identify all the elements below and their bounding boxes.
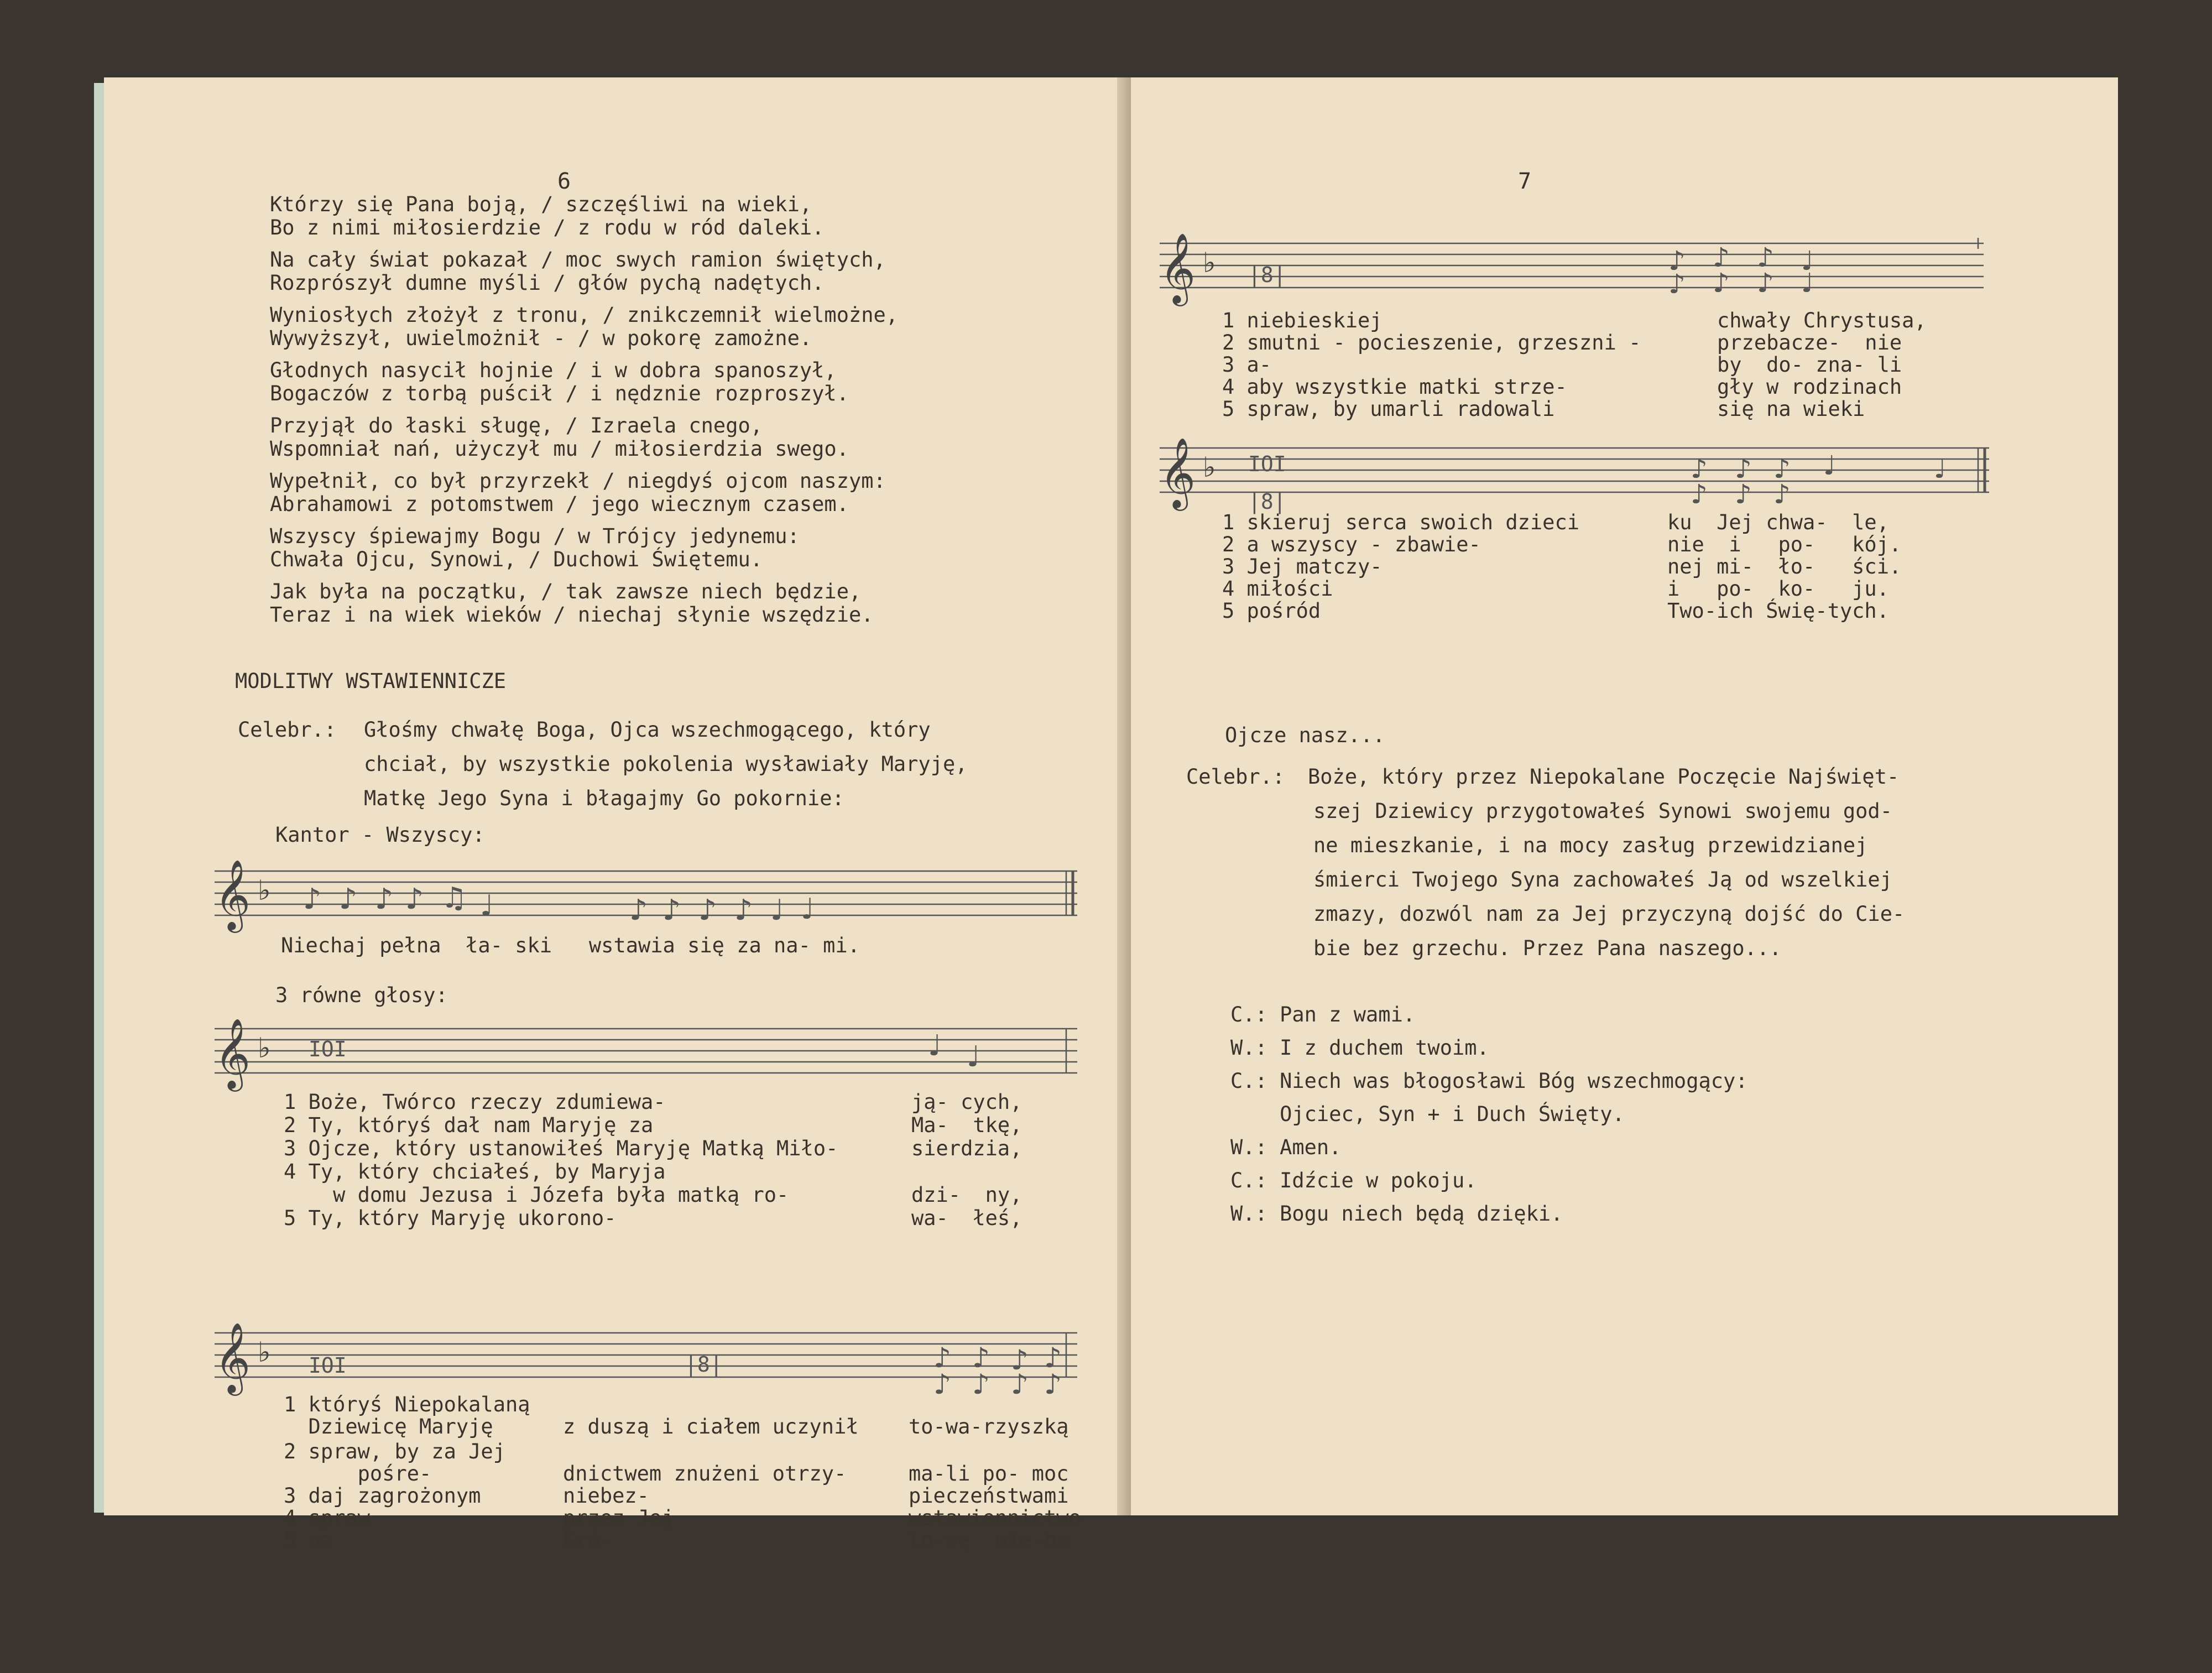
stanza-syllables: się na wieki <box>1717 397 1865 421</box>
svg-text:♪: ♪ <box>698 894 717 927</box>
svg-text:♭: ♭ <box>1203 451 1216 483</box>
svg-text:♪: ♪ <box>1044 1368 1062 1400</box>
section-heading: MODLITWY WSTAWIENNICZE <box>235 669 507 693</box>
stanza-line: 3 Ojcze, który ustanowiłeś Maryję Matką Miło- <box>284 1137 838 1160</box>
verse-line: Bo z nimi miłosierdzie / z rodu w ród daleki. <box>270 216 825 239</box>
verse-line: Rozprószył dumne myśli / głów pychą nadętych. <box>270 271 825 295</box>
svg-text:♩: ♩ <box>1801 246 1814 277</box>
verse-line: Głodnych nasycił hojnie / i w dobra spanoszył, <box>270 358 837 382</box>
stanza-line: w domu Jezusa i Józefa była matką ro- <box>284 1183 789 1207</box>
stanza-line: 1 Boże, Twórco rzeczy zdumiewa- <box>284 1090 666 1114</box>
stanza-line: 2 a wszyscy - zbawie- <box>1222 533 1481 556</box>
stanza-line: 4 Ty, który chciałeś, by Maryja <box>284 1160 666 1184</box>
svg-text:♪: ♪ <box>1044 1342 1062 1374</box>
svg-text:♩: ♩ <box>1934 454 1947 484</box>
svg-text:♩: ♩ <box>1823 450 1836 481</box>
celebr-line: ne mieszkanie, i na mocy zasług przewidzianej <box>1313 833 1868 857</box>
closing-line: W.: I z duchem twoim. <box>1230 1036 1489 1060</box>
svg-text:♪: ♪ <box>1773 454 1791 484</box>
svg-text:♪: ♪ <box>1011 1368 1029 1400</box>
verse-line: Chwała Ojcu, Synowi, / Duchowi Świętemu. <box>270 548 763 571</box>
verse-line: Wyniosłych złożył z tronu, / znikczemnił wielmożne, <box>270 303 899 327</box>
celebr-label-left: Celebr.: <box>238 718 337 742</box>
stanza-syllables: ma-li po- moc <box>909 1462 1069 1486</box>
verse-line: Wypełnił, co był przyrzekł / niegdyś ojcom naszym: <box>270 469 886 493</box>
stanza-line: 3 daj zagrożonym <box>284 1484 481 1508</box>
stanza-syllables: dzi- ny, <box>911 1183 1022 1207</box>
celebr-line: zmazy, dozwól nam za Jej przyczyną dojść do Cie- <box>1313 902 1905 926</box>
verse-line: Wywyższył, uwielmożnił - / w pokorę zamożne. <box>270 326 812 350</box>
svg-text:♭: ♭ <box>258 1032 271 1064</box>
svg-text:♪: ♪ <box>1691 479 1708 510</box>
celebr-line: Głośmy chwałę Boga, Ojca wszechmogącego, który <box>364 718 931 742</box>
svg-text:𝄞: 𝄞 <box>215 1018 251 1088</box>
svg-text:♩: ♩ <box>1801 268 1814 299</box>
verse-line: Przyjął do łaski sługę, / Izraela cnego, <box>270 414 763 437</box>
right-page <box>1131 77 2118 1515</box>
celebr-line: bie bez grzechu. Przez Pana naszego... <box>1313 936 1782 960</box>
refrain-lyrics: Niechaj pełna ła- ski wstawia się za na- mi. <box>281 934 860 957</box>
verse-line: Bogaczów z torbą puścił / i nędznie rozproszył. <box>270 382 849 405</box>
closing-line: W.: Bogu niech będą dzięki. <box>1230 1202 1563 1226</box>
svg-text:♪: ♪ <box>662 894 681 927</box>
svg-text:♪: ♪ <box>1713 242 1730 273</box>
svg-text:♪: ♪ <box>1668 246 1686 277</box>
svg-text:IOI: IOI <box>1248 452 1286 476</box>
closing-line: C.: Pan z wami. <box>1230 1003 1416 1026</box>
svg-text:♪: ♪ <box>1668 269 1686 300</box>
left-page <box>104 77 1134 1552</box>
svg-text:𝄞: 𝄞 <box>215 859 251 930</box>
stanza-line: 2 spraw, by za Jej <box>284 1440 505 1463</box>
svg-text:♫: ♫ <box>441 882 467 915</box>
svg-text:♭: ♭ <box>258 1336 271 1368</box>
stanza-syllables: pieczeństwami <box>909 1484 1069 1508</box>
music-staff-stanza-2 <box>215 1316 1077 1399</box>
stanza-line: 4 miłości <box>1222 577 1333 601</box>
stanza-syllables: wa- łeś, <box>911 1206 1022 1230</box>
stanza-syllables: nej mi- ło- ści. <box>1667 555 1902 578</box>
stanza-line: 2 smutni - pocieszenie, grzeszni - <box>1222 331 1641 355</box>
stanza-line: dnictwem znużeni otrzy- <box>563 1462 847 1486</box>
stanza-line: przez Jej <box>563 1506 674 1530</box>
stanza-line: Kró- <box>563 1528 613 1552</box>
svg-text:♪: ♪ <box>933 1368 951 1400</box>
music-staff-refrain <box>215 859 1077 930</box>
svg-text:♪: ♪ <box>734 894 753 927</box>
svg-text:♪: ♪ <box>1735 454 1752 484</box>
stanza-line: 1 niebieskiej <box>1222 309 1383 332</box>
svg-text:♪: ♪ <box>1773 479 1791 510</box>
stanza-syllables: wstawiennictwo <box>909 1506 1081 1530</box>
celebr-label-right: Celebr.: <box>1186 765 1285 789</box>
stanza-line: z duszą i ciałem uczynił <box>563 1415 859 1439</box>
svg-text:♩: ♩ <box>928 1029 942 1062</box>
svg-text:♪: ♪ <box>1735 479 1752 510</box>
closing-line: Ojciec, Syn + i Duch Święty. <box>1230 1102 1625 1126</box>
music-staff-voices <box>215 1012 1077 1088</box>
music-staff-right-1 <box>1160 227 1989 304</box>
stanza-line: 4 spraw <box>284 1506 370 1530</box>
ojcze-nasz: Ojcze nasz... <box>1225 723 1385 747</box>
svg-text:♭: ♭ <box>258 874 271 906</box>
svg-text:|8|: |8| <box>685 1352 723 1377</box>
stanza-line: 1 któryś Niepokalaną <box>284 1393 530 1416</box>
kantor-label: Kantor - Wszyscy: <box>275 823 485 847</box>
svg-text:IOI: IOI <box>309 1037 347 1061</box>
stanza-line: pośre- <box>284 1462 432 1486</box>
svg-text:♪: ♪ <box>972 1368 990 1400</box>
svg-text:♪: ♪ <box>933 1342 951 1374</box>
svg-text:♪: ♪ <box>339 883 358 916</box>
stanza-line: 2 Ty, któryś dał nam Maryję za <box>284 1113 654 1137</box>
celebr-line: chciał, by wszystkie pokolenia wysławiały Maryję, <box>364 752 968 776</box>
svg-text:𝄞: 𝄞 <box>215 1322 251 1393</box>
svg-text:𝄞: 𝄞 <box>1160 232 1196 303</box>
verse-line: Teraz i na wiek wieków / niechaj słynie wszędzie. <box>270 603 874 627</box>
stanza-line: 4 aby wszystkie matki strze- <box>1222 375 1567 399</box>
svg-text:♩: ♩ <box>801 893 815 926</box>
stanza-syllables: sierdzia, <box>911 1137 1022 1160</box>
music-staff-right-2 <box>1160 431 1989 514</box>
stanza-syllables: lo-wę nie-ba <box>909 1528 1069 1552</box>
stanza-syllables: i po- ko- ju. <box>1667 577 1889 601</box>
stanza-syllables: nie i po- kój. <box>1667 533 1902 556</box>
stanza-line: 3 Jej matczy- <box>1222 555 1383 578</box>
page-number-right: 7 <box>1518 169 1532 194</box>
svg-text:|8|: |8| <box>1248 489 1286 514</box>
celebr-line: szej Dziewicy przygotowałeś Synowi swojemu god- <box>1313 799 1892 823</box>
verse-line: Wszyscy śpiewajmy Bogu / w Trójcy jedynemu: <box>270 524 800 548</box>
svg-text:𝄞: 𝄞 <box>1160 437 1196 508</box>
svg-text:♭: ♭ <box>1203 247 1216 279</box>
svg-text:♪: ♪ <box>1713 268 1730 299</box>
verse-line: Na cały świat pokazał / moc swych ramion świętych, <box>270 248 886 272</box>
stanza-syllables: chwały Chrystusa, <box>1717 309 1927 332</box>
stanza-line: niebez- <box>563 1484 649 1508</box>
svg-text:♪: ♪ <box>1757 268 1774 299</box>
svg-text:IOI: IOI <box>309 1353 347 1378</box>
stanza-syllables: Ma- tkę, <box>911 1113 1022 1137</box>
svg-text:♪: ♪ <box>1757 242 1774 273</box>
svg-text:|8|: |8| <box>1248 263 1286 287</box>
stanza-syllables: przebacze- nie <box>1717 331 1902 355</box>
svg-text:♪: ♪ <box>629 894 648 927</box>
stanza-syllables: to-wa-rzyszką <box>909 1415 1069 1439</box>
stanza-line: 5 spraw, by umarli radowali <box>1222 397 1555 421</box>
stanza-syllables: gły w rodzinach <box>1717 375 1902 399</box>
celebr-line: śmierci Twojego Syna zachowałeś Ją od wszelkiej <box>1313 868 1892 892</box>
svg-text:♪: ♪ <box>1011 1344 1029 1376</box>
verse-line: Wspomniał nań, użyczył mu / miłosierdzia swego. <box>270 437 849 461</box>
celebr-line: Matkę Jego Syna i błagajmy Go pokornie: <box>364 786 844 810</box>
celebr-line: Boże, który przez Niepokalane Poczęcie Najświęt- <box>1308 765 1900 789</box>
stanza-line: 3 a- <box>1222 353 1272 377</box>
svg-text:♩: ♩ <box>770 894 784 927</box>
svg-text:♪: ♪ <box>972 1342 990 1374</box>
svg-text:♪: ♪ <box>375 883 394 916</box>
page-number-left: 6 <box>557 169 571 194</box>
verse-line: Którzy się Pana boją, / szczęśliwi na wieki, <box>270 192 812 216</box>
stanza-line: 5 pośród <box>1222 599 1321 623</box>
stanza-syllables: ku Jej chwa- le, <box>1667 510 1889 534</box>
stanza-line: 5 na <box>284 1528 333 1552</box>
svg-text:♪: ♪ <box>1691 454 1708 484</box>
svg-text:♩: ♩ <box>967 1040 980 1073</box>
stanza-line: Dziewicę Maryję <box>284 1415 493 1439</box>
closing-line: C.: Niech was błogosławi Bóg wszechmogący: <box>1230 1069 1748 1093</box>
svg-text:♩: ♩ <box>480 889 494 923</box>
svg-text:♪: ♪ <box>303 883 322 916</box>
voices-label: 3 równe głosy: <box>275 983 448 1007</box>
verse-line: Abrahamowi z potomstwem / jego wiecznym czasem. <box>270 492 849 516</box>
closing-line: W.: Amen. <box>1230 1135 1342 1159</box>
stanza-line: 1 skieruj serca swoich dzieci <box>1222 510 1580 534</box>
verse-line: Jak była na początku, / tak zawsze niech będzie, <box>270 580 862 603</box>
stanza-syllables: by do- zna- li <box>1717 353 1902 377</box>
stanza-syllables: Two-ich Świę-tych. <box>1667 599 1889 623</box>
closing-line: C.: Idźcie w pokoju. <box>1230 1169 1477 1192</box>
svg-text:♪: ♪ <box>405 883 424 916</box>
stanza-syllables: ją- cych, <box>911 1090 1022 1114</box>
stanza-line: 5 Ty, który Maryję ukorono- <box>284 1206 617 1230</box>
